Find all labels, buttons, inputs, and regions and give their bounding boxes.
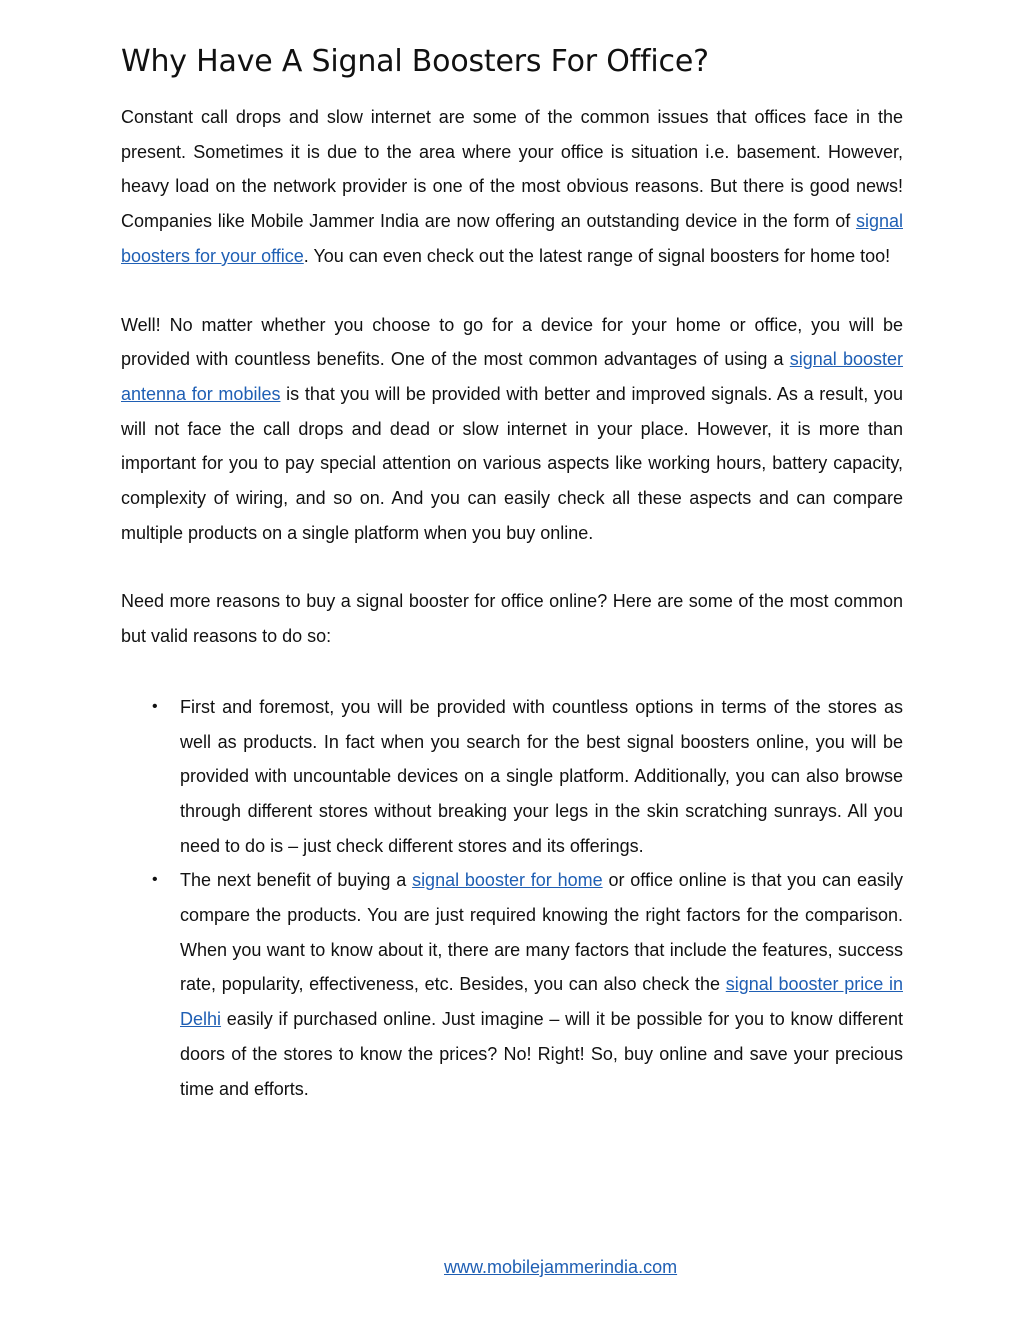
- paragraph-text: . You can even check out the latest range of signal boosters for home too!: [303, 245, 891, 266]
- signal-booster-antenna-link[interactable]: signal booster antenna for mobiles: [121, 349, 904, 404]
- signal-boosters-office-link[interactable]: signal boosters for your office: [121, 211, 903, 266]
- bullet-icon: •: [152, 697, 158, 715]
- paragraph-text: Constant call drops and slow internet are some of the common issues that offices face in the present. Sometimes it is due to the area where your office is situation i.e. basement. However, heavy load on the network provider is one of the most obvious reasons. But there is good news! Companies like Mobile Jammer India are now offering an outstanding device in the form of: [121, 107, 903, 232]
- footer-website-link[interactable]: www.mobilejammerindia.com: [444, 1257, 678, 1277]
- intro-paragraph: [121, 100, 903, 274]
- list-item-text: or office online is that you can easily compare the products. You are just required knowing the right factors for the comparison. When you want to know about it, there are many factors that include the features, success rate, popularity, effectiveness, etc. Besides, you can also check the: [180, 870, 903, 995]
- bullet-icon: •: [152, 871, 158, 889]
- list-item: [121, 690, 903, 864]
- paragraph-text: Well! No matter whether you choose to go for a device for your home or office, you will be provided with countless benefits. One of the most common advantages of using a: [121, 314, 903, 370]
- list-item-text: easily if purchased online. Just imagine – will it be possible for you to know different doors of the stores to know the prices? No! Right! So, buy online and save your precious time and efforts.: [180, 1009, 903, 1099]
- benefits-paragraph: [121, 308, 903, 551]
- page-title: Why Have A Signal Boosters For Office?: [121, 44, 709, 79]
- list-item-text: The next benefit of buying a: [180, 870, 413, 891]
- signal-booster-home-link[interactable]: signal booster for home: [412, 870, 603, 891]
- list-item: [121, 863, 903, 1106]
- reasons-intro-paragraph: Need more reasons to buy a signal booster for office online? Here are some of the most common but valid reasons to do so:: [121, 591, 903, 647]
- document-page: [121, 0, 903, 1106]
- reasons-list: [121, 690, 903, 1106]
- paragraph-text: is that you will be provided with better and improved signals. As a result, you will not face the call drops and dead or slow internet in your place. However, it is more than important for you to pay special attention on various aspects like working hours, battery capacity, complexity of wiring, and so on. And you can easily check all these aspects and can compare multiple products on a single platform when you buy online.: [121, 383, 903, 543]
- signal-booster-price-delhi-link[interactable]: signal booster price in Delhi: [180, 974, 903, 1030]
- list-item-text: First and foremost, you will be provided with countless options in terms of the stores as well as products. In fact when you search for the best signal boosters online, you will be provided with uncountable devices on a single platform. Additionally, you can also browse through different stores without breaking your legs in the skin scratching sunrays. All you need to do is – just check different stores and its offerings.: [180, 696, 903, 856]
